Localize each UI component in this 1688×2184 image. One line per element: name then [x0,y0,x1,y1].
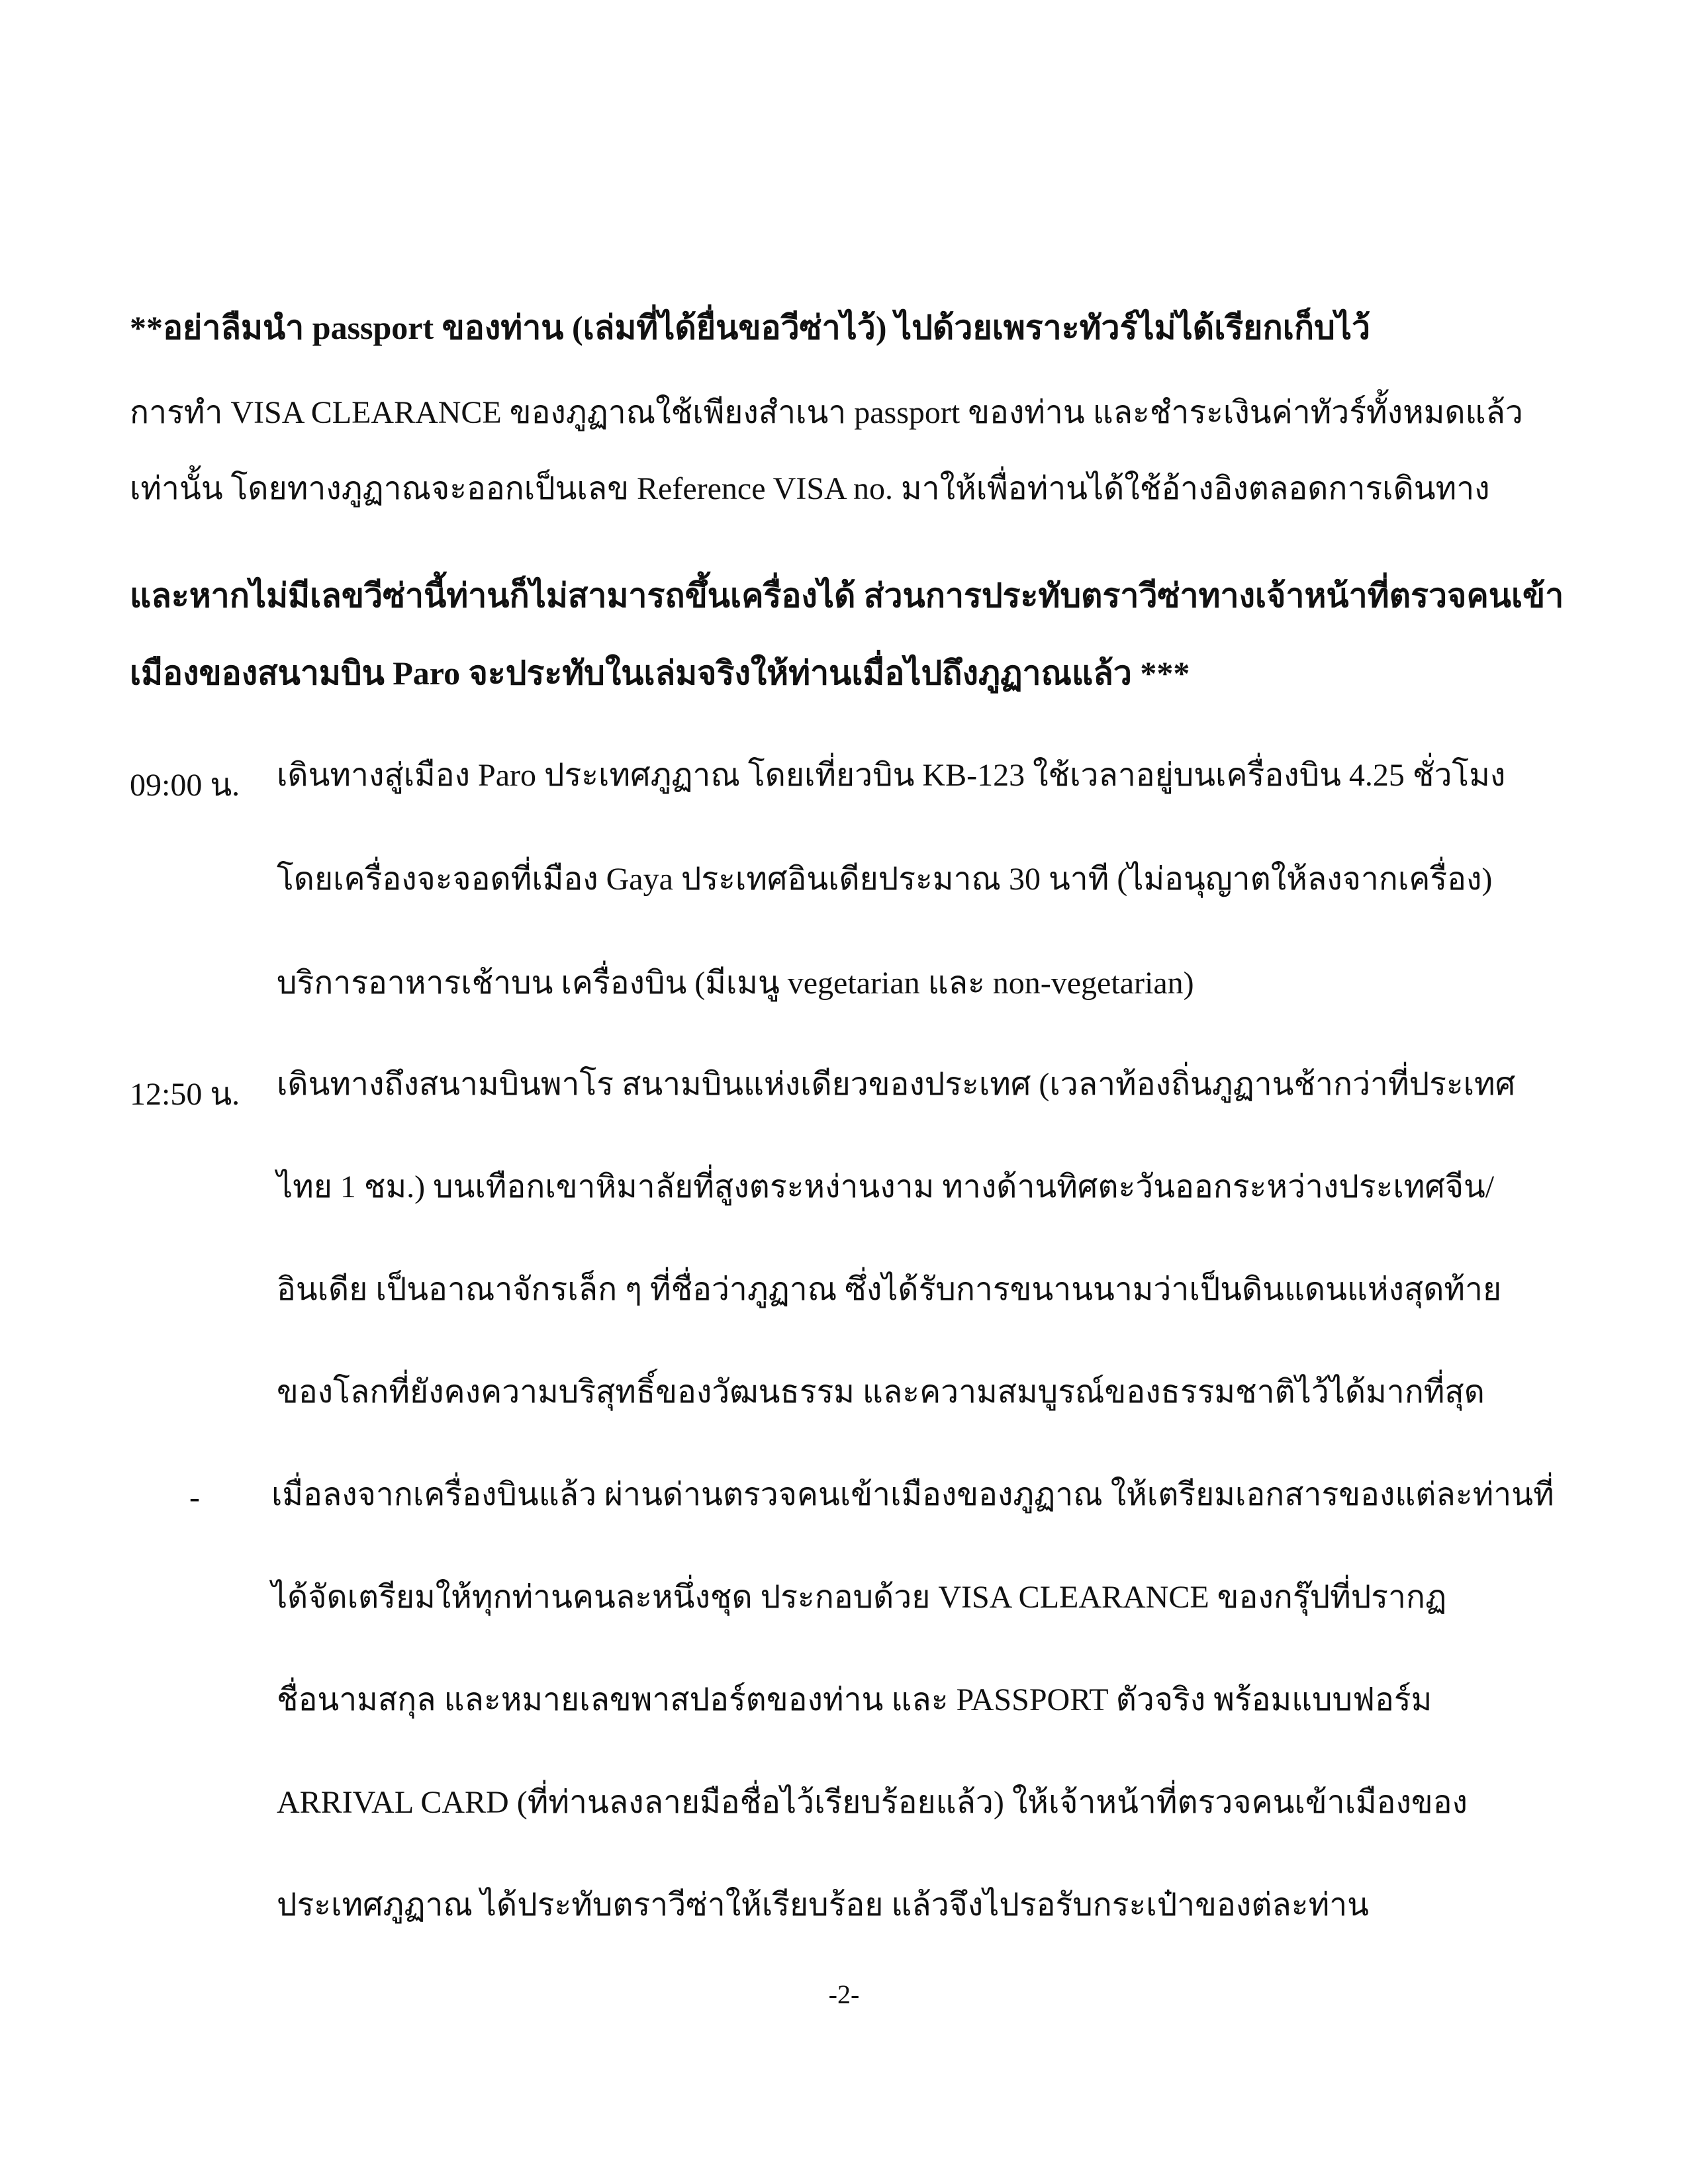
schedule-2-line-4: ของโลกที่ยังคงความบริสุทธิ์ของวัฒนธรรม และความสมบูรณ์ของธรรมชาติไว้ได้มากที่สุด [277,1375,1485,1410]
schedule-2-line-2: ไทย 1 ชม.) บนเทือกเขาหิมาลัยที่สูงตระหง่านงาม ทางด้านทิศตะวันออกระหว่างประเทศจีน/ [277,1169,1495,1205]
bullet-line-5: ประเทศภูฏาณ ได้ประทับตราวีซ่าให้เรียบร้อย แล้วจึงไปรอรับกระเป๋าของต่ละท่าน [277,1888,1369,1923]
bullet-line-2: ได้จัดเตรียมให้ทุกท่านคนละหนึ่งชุด ประกอบด้วย VISA CLEARANCE ของกรุ๊ปที่ปรากฏ [271,1580,1447,1615]
intro-line-2: เท่านั้น โดยทางภูฏาณจะออกเป็นเลข Reference VISA no. มาให้เพื่อท่านได้ใช้อ้างอิงตลอดการเดินทาง [130,471,1490,506]
schedule-time-2: 12:50 น. [130,1077,240,1112]
schedule-1-line-2: โดยเครื่องจะจอดที่เมือง Gaya ประเทศอินเดียประมาณ 30 นาที (ไม่อนุญาตให้ลงจากเครื่อง) [277,862,1493,897]
schedule-2-line-1: เดินทางถึงสนามบินพาโร สนามบินแห่งเดียวของประเทศ (เวลาท้องถิ่นภูฏานช้ากว่าที่ประเทศ [277,1067,1516,1102]
schedule-1-line-1: เดินทางสู่เมือง Paro ประเทศภูฏาณ โดยเที่ยวบิน KB-123 ใช้เวลาอยู่บนเครื่องบิน 4.25 ชั่วโมง [277,758,1506,793]
bullet-line-1: เมื่อลงจากเครื่องบินแล้ว ผ่านด่านตรวจคนเข้าเมืองของภูฏาณ ให้เตรียมเอกสารของแต่ละท่านที่ [271,1477,1554,1512]
bullet-line-3: ชื่อนามสกุล และหมายเลขพาสปอร์ตของท่าน และ PASSPORT ตัวจริง พร้อมแบบฟอร์ม [277,1682,1432,1717]
intro-bold-line-3: และหากไม่มีเลขวีซ่านี้ท่านก็ไม่สามารถขึ้นเครื่องได้ ส่วนการประทับตราวีซ่าทางเจ้าหน้าที่ตรวจคนเข้า [130,577,1564,614]
schedule-2-line-3: อินเดีย เป็นอาณาจักรเล็ก ๆ ที่ชื่อว่าภูฏาณ ซึ่งได้รับการขนานนามว่าเป็นดินแดนแห่งสุดท้าย [277,1272,1502,1307]
intro-line-1: การทำ VISA CLEARANCE ของภูฏาณใช้เพียงสำเนา passport ของท่าน และชำระเงินค่าทัวร์ทั้งหมดแล้ว [130,395,1523,430]
bullet-line-4: ARRIVAL CARD (ที่ท่านลงลายมือชื่อไว้เรียบร้อยแล้ว) ให้เจ้าหน้าที่ตรวจคนเข้าเมืองของ [277,1785,1468,1820]
schedule-time-1: 09:00 น. [130,768,240,803]
bullet-marker: - [189,1480,200,1515]
intro-bold-line-4: เมืองของสนามบิน Paro จะประทับในเล่มจริงให้ท่านเมื่อไปถึงภูฏาณแล้ว *** [130,655,1190,692]
notice-bold-line: **อย่าลืมนำ passport ของท่าน (เล่มที่ได้ยื่นขอวีซ่าไว้) ไปด้วยเพราะทัวร์ไม่ได้เรียกเก็บไว้ [130,309,1371,346]
page-number: -2- [828,1979,860,2009]
schedule-1-line-3: บริการอาหารเช้าบน เครื่องบิน (มีเมนู vegetarian และ non-vegetarian) [277,966,1194,1001]
